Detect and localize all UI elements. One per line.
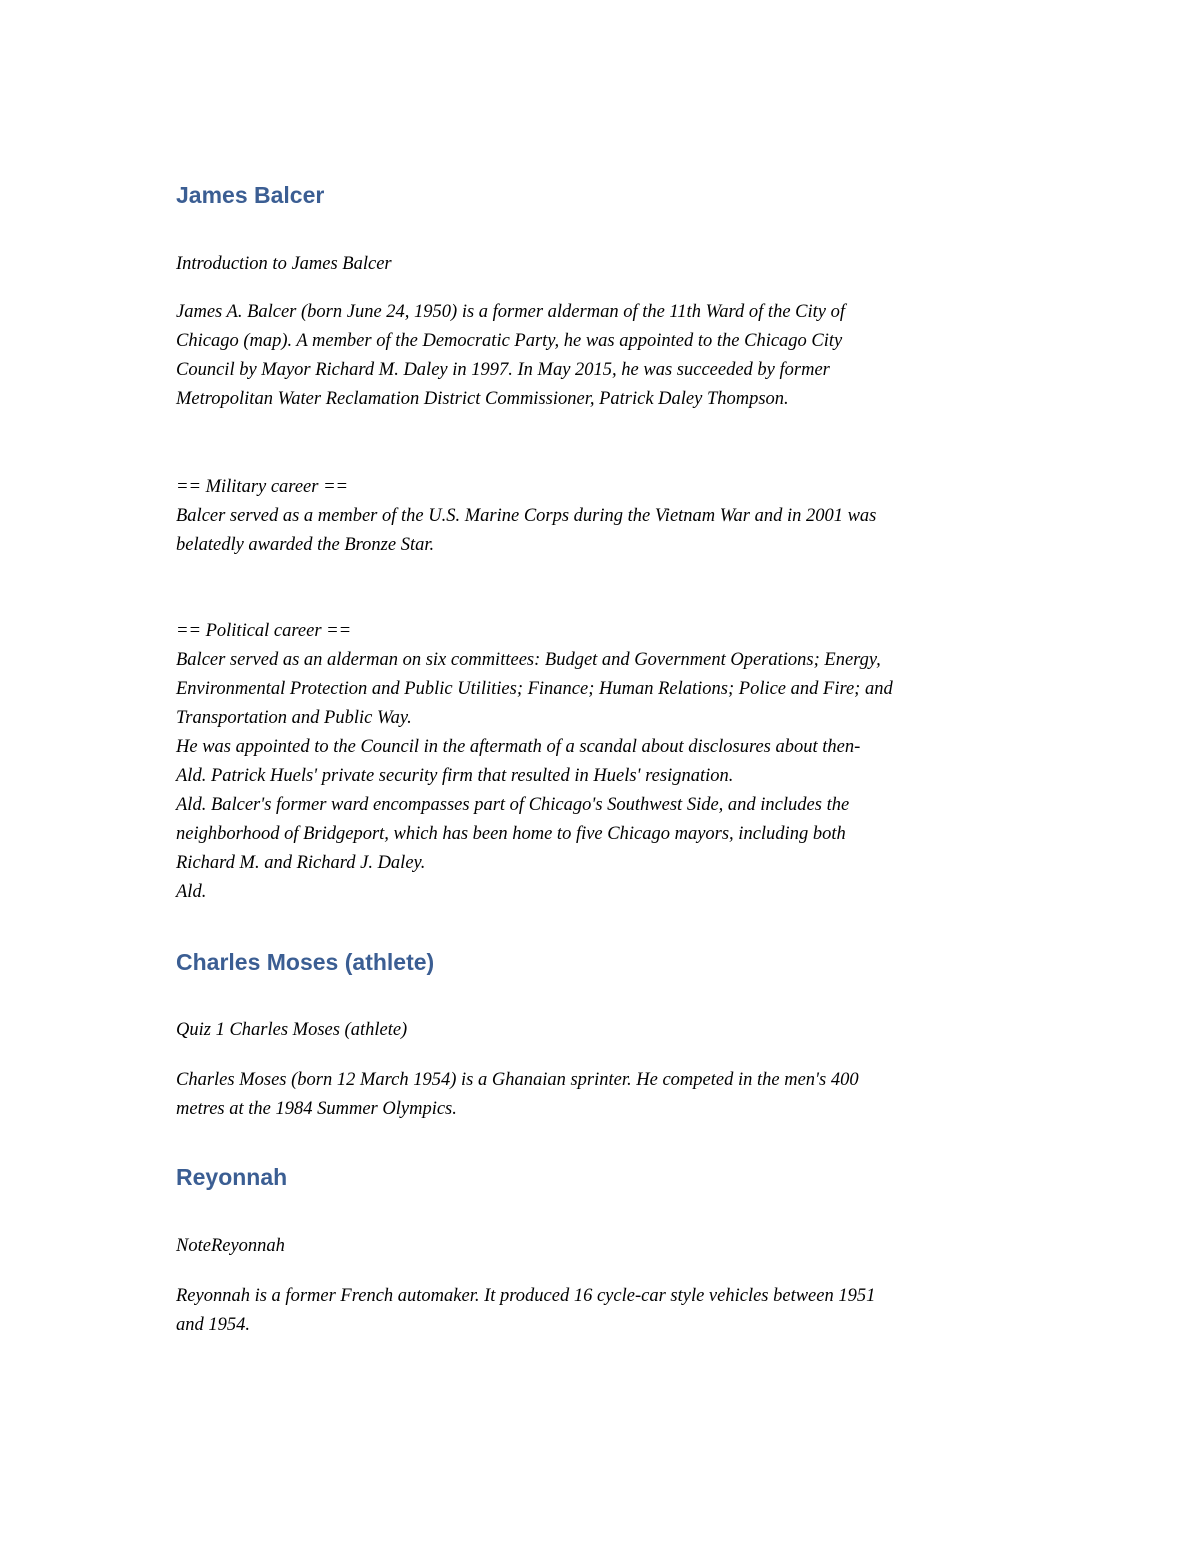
military-career-heading: == Military career == (176, 477, 349, 497)
body-line: Environmental Protection and Public Utilities; Finance; Human Relations; Police and Fire; and (176, 679, 893, 699)
military-career-block (176, 473, 1036, 560)
intro-reyonnah: NoteReyonnah (176, 1236, 285, 1256)
body-charles-moses (176, 1066, 1036, 1124)
body-line: Ald. (176, 882, 207, 902)
body-line: Charles Moses (born 12 March 1954) is a Ghanaian sprinter. He competed in the men's 400 (176, 1070, 859, 1090)
body-line: Chicago (map). A member of the Democratic Party, he was appointed to the Chicago City (176, 331, 843, 351)
intro-charles-moses: Quiz 1 Charles Moses (athlete) (176, 1020, 408, 1040)
body-line: Richard M. and Richard J. Daley. (176, 853, 426, 873)
body-line: Ald. Balcer's former ward encompasses part of Chicago's Southwest Side, and includes the (176, 795, 850, 815)
political-career-heading: == Political career == (176, 621, 352, 641)
section-heading-james-balcer: James Balcer (176, 182, 325, 208)
body-line: He was appointed to the Council in the aftermath of a scandal about disclosures about then- (176, 737, 861, 757)
body-line: Council by Mayor Richard M. Daley in 1997. In May 2015, he was succeeded by former (176, 360, 830, 380)
body-james-balcer (176, 298, 1036, 414)
body-line: Reyonnah is a former French automaker. It produced 16 cycle-car style vehicles between 1951 (176, 1286, 876, 1306)
section-heading-reyonnah: Reyonnah (176, 1164, 288, 1190)
body-line: and 1954. (176, 1315, 250, 1335)
body-line: Balcer served as a member of the U.S. Marine Corps during the Vietnam War and in 2001 was (176, 506, 877, 526)
body-line: James A. Balcer (born June 24, 1950) is a former alderman of the 11th Ward of the City of (176, 302, 846, 322)
body-line: Transportation and Public Way. (176, 708, 412, 728)
body-line: Ald. Patrick Huels' private security firm that resulted in Huels' resignation. (176, 766, 734, 786)
intro-james-balcer: Introduction to James Balcer (176, 254, 392, 274)
body-line: Balcer served as an alderman on six committees: Budget and Government Operations; Energy, (176, 650, 881, 670)
political-career-block (176, 617, 1036, 907)
section-heading-charles-moses: Charles Moses (athlete) (176, 949, 435, 975)
body-line: belatedly awarded the Bronze Star. (176, 535, 435, 555)
body-line: neighborhood of Bridgeport, which has been home to five Chicago mayors, including both (176, 824, 846, 844)
body-reyonnah (176, 1282, 1036, 1340)
body-line: metres at the 1984 Summer Olympics. (176, 1099, 457, 1119)
body-line: Metropolitan Water Reclamation District Commissioner, Patrick Daley Thompson. (176, 389, 789, 409)
